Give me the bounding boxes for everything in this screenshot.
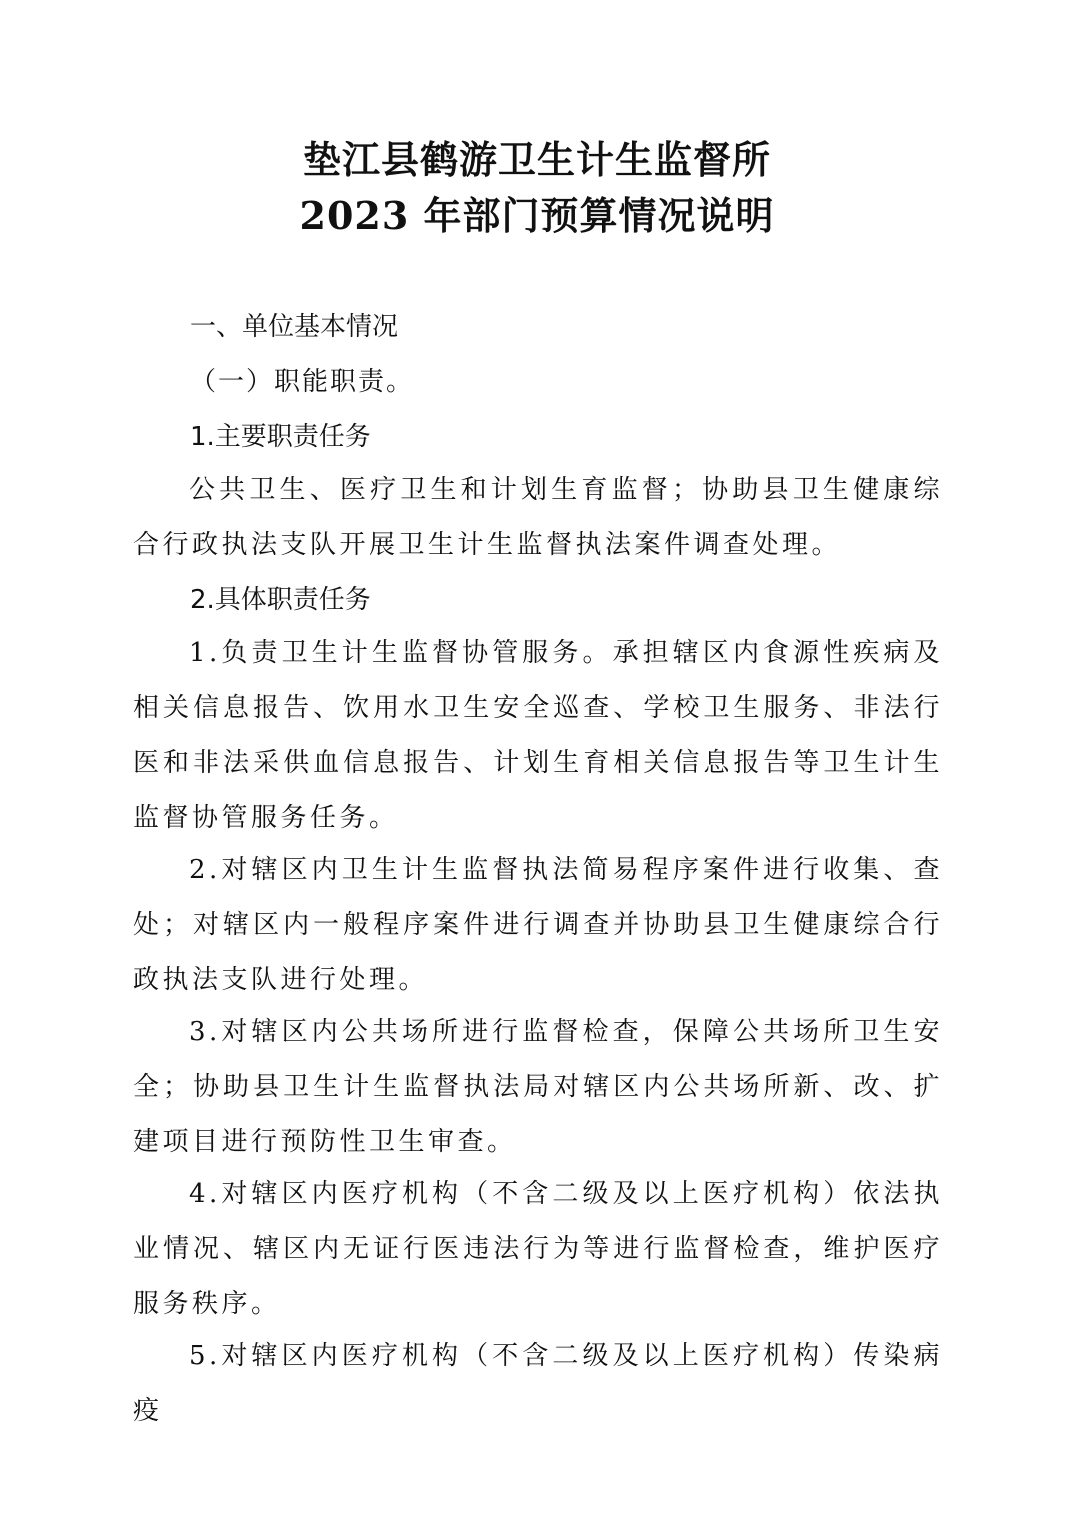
subsection-heading-functions: （一）职能职责。 [190, 367, 415, 397]
paragraph-duty-2: 2.对辖区内卫生计生监督执法简易程序案件进行收集、查处；对辖区内一般程序案件进行调查并协助县卫生健康综合行政执法支队进行处理。 [133, 855, 943, 995]
item-heading-specific-duties: 2.具体职责任务 [190, 585, 371, 615]
document-title-line-1: 垫江县鹤游卫生计生监督所 [302, 137, 771, 182]
document-title-line-2: 2023 年部门预算情况说明 [299, 193, 775, 238]
paragraph-duty-1: 1.负责卫生计生监督协管服务。承担辖区内食源性疾病及相关信息报告、饮用水卫生安全巡查、学校卫生服务、非法行医和非法采供血信息报告、计划生育相关信息报告等卫生计生监督协管服务任务。 [133, 638, 943, 833]
paragraph-duty-5: 5.对辖区内医疗机构（不含二级及以上医疗机构）传染病疫 [133, 1341, 943, 1426]
paragraph-main-duties: 公共卫生、医疗卫生和计划生育监督；协助县卫生健康综合行政执法支队开展卫生计生监督执法案件调查处理。 [133, 475, 943, 560]
paragraph-duty-3: 3.对辖区内公共场所进行监督检查，保障公共场所卫生安全；协助县卫生计生监督执法局对辖区内公共场所新、改、扩建项目进行预防性卫生审查。 [133, 1017, 943, 1157]
item-heading-main-duties: 1.主要职责任务 [190, 422, 371, 452]
paragraph-duty-4: 4.对辖区内医疗机构（不含二级及以上医疗机构）依法执业情况、辖区内无证行医违法行为等进行监督检查，维护医疗服务秩序。 [133, 1179, 943, 1319]
section-heading-unit-basics: 一、单位基本情况 [190, 312, 399, 342]
